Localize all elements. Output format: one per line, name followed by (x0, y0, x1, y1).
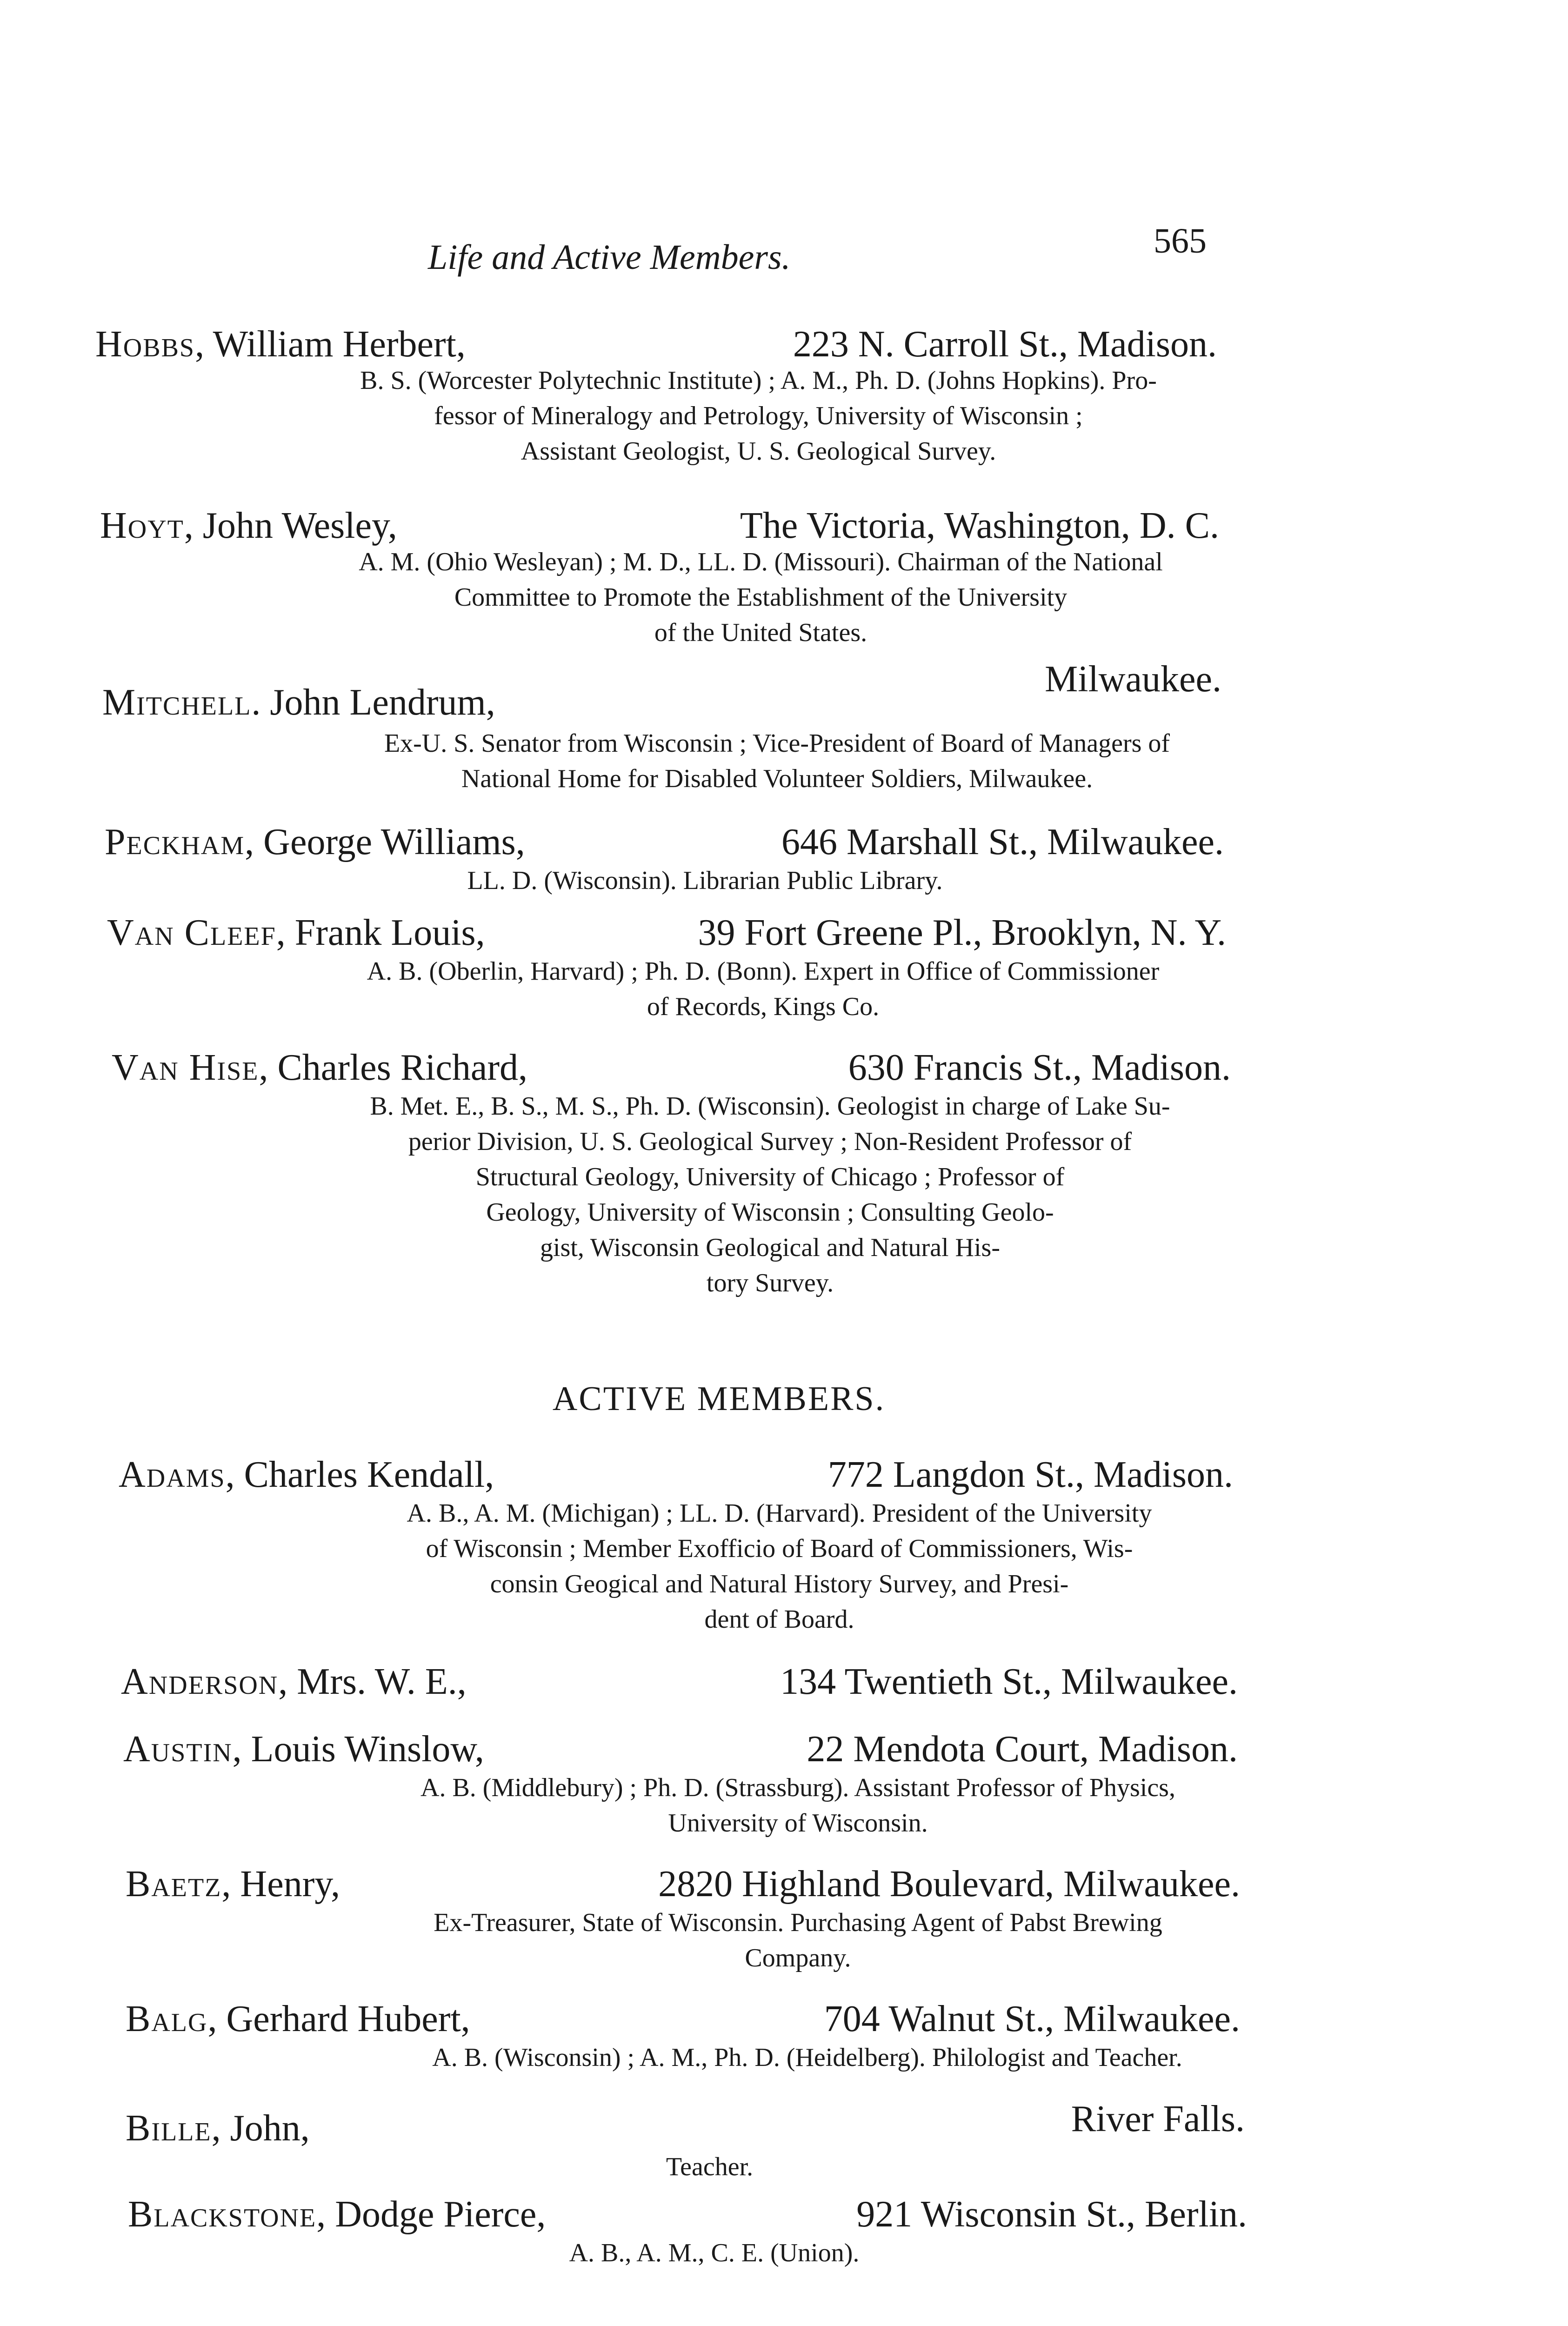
member-given-name: , Mrs. W. E., (278, 1661, 467, 1702)
member-given-name: , William Herbert, (195, 324, 466, 365)
member-address: River Falls. (1071, 2099, 1245, 2139)
member-address: 630 Francis St., Madison. (848, 1047, 1231, 1088)
description-line: B. S. (Worcester Polytechnic Institute) ; A. M., Ph. D. (Johns Hopkins). Pro- (360, 366, 1157, 395)
description-line: A. B., A. M., C. E. (Union). (569, 2239, 860, 2267)
member-surname: Van Hise (112, 1047, 259, 1088)
member-address: 772 Langdon St., Madison. (827, 1454, 1233, 1495)
member-surname: Mitchell (102, 682, 252, 723)
member-description (0, 726, 1561, 796)
member-surname: Baetz (126, 1864, 222, 1905)
member-surname: Blackstone (128, 2194, 317, 2235)
running-header-title: Life and Active Members. (428, 238, 791, 277)
member-description (0, 544, 1545, 650)
member-entry-hoyt (0, 502, 1568, 650)
description-line: A. B. (Oberlin, Harvard) ; Ph. D. (Bonn). Expert in Office of Commissioner (367, 957, 1160, 986)
description-line: fessor of Mineralogy and Petrology, University of Wisconsin ; (434, 401, 1083, 430)
description-line: A. M. (Ohio Wesleyan) ; M. D., LL. D. (Missouri). Chairman of the National (359, 548, 1163, 576)
member-address: Milwaukee. (1045, 659, 1221, 700)
member-entry-balg (0, 1996, 1568, 2075)
member-entry-bille (0, 2096, 1568, 2185)
description-line: dent of Board. (704, 1605, 854, 1634)
member-surname: Balg (126, 1998, 208, 2039)
member-entry-hobbs (0, 321, 1568, 469)
member-given-name: , Louis Winslow, (232, 1729, 484, 1770)
member-entry-mitchell (0, 659, 1568, 796)
member-address: 921 Wisconsin St., Berlin. (856, 2194, 1247, 2235)
member-address: 22 Mendota Court, Madison. (807, 1729, 1238, 1770)
description-line: Assistant Geologist, U. S. Geological Survey. (520, 437, 996, 466)
description-line: tory Survey. (706, 1269, 834, 1297)
member-given-name: , Charles Richard, (259, 1047, 528, 1088)
member-description (0, 2149, 1494, 2185)
member-address: 134 Twentieth St., Milwaukee. (780, 1661, 1238, 1702)
description-line: Geology, University of Wisconsin ; Consulting Geolo- (486, 1198, 1054, 1227)
member-description (0, 2235, 1498, 2271)
section-heading-active-members: ACTIVE MEMBERS. (552, 1380, 886, 1418)
member-address: 704 Walnut St., Milwaukee. (824, 1998, 1240, 2039)
member-given-name: , Dodge Pierce, (316, 2194, 546, 2235)
member-entry-austin (0, 1726, 1568, 1841)
description-line: A. B. (Wisconsin) ; A. M., Ph. D. (Heidelberg). Philologist and Teacher. (432, 2043, 1182, 2072)
member-given-name: , Henry, (221, 1864, 340, 1905)
member-given-name: , John Wesley, (184, 505, 397, 546)
description-line: Committee to Promote the Establishment of the University (454, 583, 1068, 612)
member-entry-van-cleef (0, 909, 1568, 1024)
member-surname: Hobbs (95, 324, 195, 365)
member-given-name: , Gerhard Hubert, (207, 1998, 470, 2039)
member-description (0, 1496, 1563, 1637)
member-entry-van-hise (0, 1044, 1568, 1301)
member-address: The Victoria, Washington, D. C. (740, 505, 1219, 546)
member-description (0, 954, 1547, 1024)
member-surname: Anderson (121, 1661, 279, 1702)
description-line: of Records, Kings Co. (647, 992, 880, 1021)
member-given-name: , Frank Louis, (276, 912, 485, 953)
member-address: 223 N. Carroll St., Madison. (793, 324, 1217, 365)
member-address: 646 Marshall St., Milwaukee. (781, 822, 1224, 862)
member-address: 2820 Highland Boulevard, Milwaukee. (658, 1864, 1240, 1905)
member-surname: Peckham (105, 822, 245, 862)
member-surname: Van Cleef (107, 912, 276, 953)
description-line: Structural Geology, University of Chicago ; Professor of (475, 1163, 1065, 1191)
description-line: B. Met. E., B. S., M. S., Ph. D. (Wisconsin). Geologist in charge of Lake Su- (370, 1092, 1170, 1121)
member-entry-blackstone (0, 2191, 1568, 2271)
member-surname: Bille (126, 2108, 212, 2149)
member-surname: Adams (119, 1454, 226, 1495)
member-entry-adams (0, 1451, 1568, 1637)
page-number: 565 (1154, 221, 1207, 261)
description-line: perior Division, U. S. Geological Survey ; Non-Resident Professor of (408, 1127, 1132, 1156)
description-line: of Wisconsin ; Member Exofficio of Board of Commissioners, Wis- (426, 1534, 1133, 1563)
description-line: University of Wisconsin. (668, 1809, 928, 1838)
description-line: A. B., A. M. (Michigan) ; LL. D. (Harvard). President of the University (407, 1499, 1152, 1528)
member-description (0, 1089, 1554, 1301)
member-description (14, 1770, 1568, 1841)
member-description (23, 2040, 1568, 2075)
member-description (14, 1905, 1568, 1976)
member-given-name: , John, (211, 2108, 310, 2149)
description-line: National Home for Disabled Volunteer Soldiers, Milwaukee. (461, 764, 1093, 793)
member-entry-baetz (0, 1861, 1568, 1976)
description-line: Teacher. (666, 2152, 754, 2181)
member-description (0, 363, 1542, 469)
description-line: gist, Wisconsin Geological and Natural His- (540, 1233, 1000, 1262)
description-line: consin Geogical and Natural History Survey, and Presi- (490, 1570, 1069, 1598)
description-line: Ex-Treasurer, State of Wisconsin. Purchasing Agent of Pabst Brewing (434, 1908, 1162, 1937)
member-given-name: , George Williams, (245, 822, 525, 862)
description-line: Company. (745, 1944, 851, 1972)
description-line: A. B. (Middlebury) ; Ph. D. (Strassburg). Assistant Professor of Physics, (420, 1773, 1175, 1802)
member-given-name: . John Lendrum, (251, 682, 495, 723)
member-entry-anderson (0, 1658, 1568, 1705)
member-description (0, 863, 1489, 898)
member-surname: Austin (123, 1729, 233, 1770)
member-given-name: , Charles Kendall, (225, 1454, 494, 1495)
description-line: Ex-U. S. Senator from Wisconsin ; Vice-President of Board of Managers of (384, 729, 1170, 758)
description-line: of the United States. (654, 618, 867, 647)
description-line: LL. D. (Wisconsin). Librarian Public Library. (467, 866, 943, 895)
member-address: 39 Fort Greene Pl., Brooklyn, N. Y. (698, 912, 1226, 953)
member-surname: Hoyt (100, 505, 184, 546)
member-entry-peckham (0, 819, 1568, 898)
